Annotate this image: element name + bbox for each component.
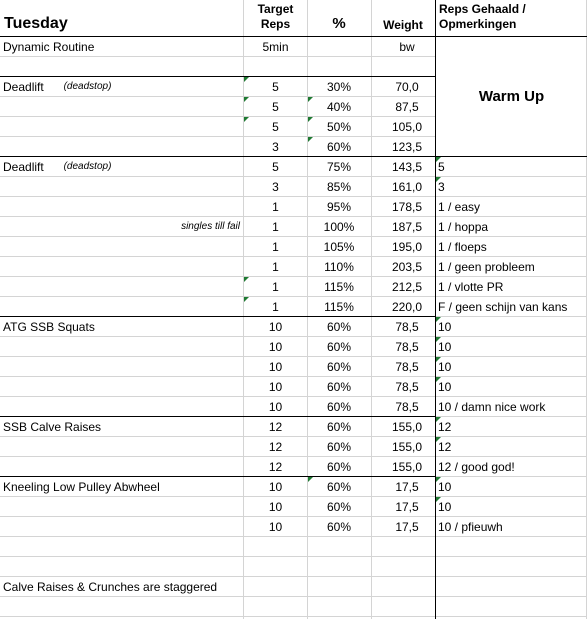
reps-achieved-cell[interactable]: 10 [438,380,452,394]
percent-cell[interactable]: 85% [326,180,352,194]
percent-cell[interactable] [307,597,371,617]
weight-cell[interactable] [371,577,435,597]
percent-cell[interactable] [307,557,371,577]
reps-achieved-cell[interactable]: 10 / damn nice work [438,400,546,414]
header-target-reps-line1[interactable]: Target [257,2,294,16]
weight-cell[interactable]: 161,0 [391,180,423,194]
weight-cell[interactable] [371,597,435,617]
exercise-cell[interactable] [3,197,239,217]
header-percent[interactable]: % [332,15,346,32]
exercise-cell[interactable]: Dynamic Routine [3,40,95,54]
warm-up-label[interactable]: Warm Up [478,88,545,105]
reps-achieved-cell[interactable]: 1 / vlotte PR [438,280,504,294]
exercise-cell[interactable] [3,497,239,517]
target-reps-cell[interactable] [244,597,307,617]
comment-marker-icon [436,337,441,342]
weight-cell[interactable]: 70,0 [395,80,419,94]
percent-cell[interactable]: 30% [326,80,352,94]
exercise-cell[interactable] [3,537,239,557]
target-reps-cell[interactable] [244,537,307,557]
weight-cell[interactable]: 220,0 [391,300,423,314]
reps-achieved-cell[interactable]: 1 / geen probleem [438,260,535,274]
weight-cell[interactable]: 212,5 [391,280,423,294]
reps-achieved-cell[interactable]: 1 / hoppa [438,220,489,234]
reps-achieved-cell[interactable] [438,537,587,557]
percent-cell[interactable]: 60% [326,520,352,534]
percent-cell[interactable]: 60% [326,340,352,354]
weight-cell[interactable]: 155,0 [391,420,423,434]
weight-cell[interactable]: 17,5 [395,480,419,494]
exercise-cell[interactable] [3,517,239,537]
comment-marker-icon [436,417,441,422]
comment-marker-icon [308,97,313,102]
reps-achieved-cell[interactable]: 10 [438,320,452,334]
header-notes-line1[interactable]: Reps Gehaald / [439,2,526,16]
target-reps-cell[interactable]: 10 [268,320,283,334]
border-line [435,0,436,619]
weight-cell[interactable]: 123,5 [391,140,423,154]
comment-marker-icon [244,297,249,302]
percent-cell[interactable]: 110% [324,260,354,274]
comment-marker-icon [436,177,441,182]
header-notes-line2[interactable]: Opmerkingen [439,17,517,31]
weight-cell[interactable]: 87,5 [395,100,419,114]
comment-marker-icon [308,137,313,142]
exercise-cell[interactable]: Kneeling Low Pulley Abwheel [3,480,160,494]
target-reps-cell[interactable] [244,557,307,577]
weight-cell[interactable] [371,57,435,77]
target-reps-cell[interactable]: 5 [272,100,279,114]
weight-cell[interactable]: 143,5 [391,160,423,174]
comment-marker-icon [436,357,441,362]
target-reps-cell[interactable]: 3 [272,140,279,154]
target-reps-cell[interactable]: 10 [268,520,283,534]
weight-cell[interactable]: 78,5 [395,360,419,374]
reps-achieved-cell[interactable]: 12 [438,440,452,454]
weight-cell[interactable]: 155,0 [391,460,423,474]
exercise-cell[interactable] [3,137,239,157]
weight-cell[interactable]: 203,5 [391,260,423,274]
percent-cell[interactable]: 105% [323,240,355,254]
comment-marker-icon [244,117,249,122]
reps-achieved-cell[interactable]: 10 / pfieuwh [438,520,503,534]
weight-cell[interactable]: 178,5 [391,200,423,214]
target-reps-cell[interactable] [244,57,307,77]
exercise-note: (deadstop) [63,81,112,92]
target-reps-cell[interactable]: 1 [272,220,279,234]
percent-cell[interactable]: 50% [326,120,352,134]
weight-cell[interactable]: bw [399,40,415,54]
reps-achieved-cell[interactable] [438,57,587,77]
exercise-note: (deadstop) [63,161,112,172]
target-reps-cell[interactable]: 10 [268,400,283,414]
weight-cell[interactable]: 78,5 [395,340,419,354]
comment-marker-icon [436,377,441,382]
comment-marker-icon [308,117,313,122]
comment-marker-icon [308,477,313,482]
reps-achieved-cell[interactable]: 10 [438,340,452,354]
comment-marker-icon [244,77,249,82]
target-reps-cell[interactable]: 3 [272,180,279,194]
target-reps-cell[interactable]: 5 [272,80,279,94]
target-reps-cell[interactable]: 1 [272,240,279,254]
target-reps-cell[interactable]: 1 [272,280,279,294]
reps-achieved-cell[interactable] [438,77,587,97]
percent-cell[interactable]: 60% [326,480,352,494]
percent-cell[interactable]: 60% [326,440,352,454]
percent-cell[interactable]: 100% [323,220,355,234]
percent-cell[interactable]: 60% [326,500,352,514]
reps-achieved-cell[interactable] [438,137,587,157]
percent-cell[interactable]: 60% [326,400,352,414]
exercise-cell[interactable] [3,97,239,117]
reps-achieved-cell[interactable]: 10 [438,360,452,374]
comment-marker-icon [436,157,441,162]
reps-achieved-cell[interactable]: 12 / good god! [438,460,515,474]
exercise-cell[interactable]: SSB Calve Raises [3,420,102,434]
weight-cell[interactable]: 78,5 [395,320,419,334]
weight-cell[interactable]: 78,5 [395,400,419,414]
reps-achieved-cell[interactable]: 12 [438,420,452,434]
weight-cell[interactable]: 17,5 [395,500,419,514]
percent-cell[interactable] [307,37,371,57]
percent-cell[interactable]: 60% [326,360,352,374]
percent-cell[interactable]: 115% [324,280,354,294]
exercise-cell[interactable] [3,277,239,297]
reps-achieved-cell[interactable]: 10 [438,480,452,494]
exercise-cell[interactable] [3,337,239,357]
comment-marker-icon [244,277,249,282]
target-reps-cell[interactable]: 10 [268,340,283,354]
percent-cell[interactable] [307,577,371,597]
percent-cell[interactable]: 95% [326,200,352,214]
exercise-cell[interactable] [3,257,239,277]
percent-cell[interactable] [307,537,371,557]
target-reps-cell[interactable]: 5min [262,40,289,54]
percent-cell[interactable]: 60% [326,320,352,334]
exercise-cell[interactable] [3,117,239,137]
target-reps-cell[interactable]: 12 [268,420,283,434]
header-weight[interactable]: Weight [383,18,423,32]
exercise-cell[interactable] [3,237,239,257]
weight-cell[interactable] [371,557,435,577]
comment-marker-icon [244,97,249,102]
weight-cell[interactable]: 78,5 [395,380,419,394]
exercise-cell[interactable] [3,437,239,457]
reps-achieved-cell[interactable]: 1 / easy [438,200,481,214]
comment-marker-icon [436,437,441,442]
percent-cell[interactable]: 115% [324,300,354,314]
exercise-cell[interactable]: Deadlift [3,80,44,94]
percent-cell[interactable]: 60% [326,380,352,394]
target-reps-cell[interactable]: 1 [272,200,279,214]
exercise-cell[interactable] [3,357,239,377]
reps-achieved-cell[interactable]: 1 / floeps [438,240,487,254]
reps-achieved-cell[interactable] [438,117,587,137]
exercise-cell[interactable] [3,397,239,417]
percent-cell[interactable]: 60% [326,140,352,154]
side-comment: singles till fail [181,221,240,232]
target-reps-cell[interactable]: 5 [272,120,279,134]
percent-cell[interactable]: 75% [326,160,352,174]
exercise-cell[interactable] [3,557,239,577]
exercise-cell[interactable]: Calve Raises & Crunches are staggered [3,580,218,594]
target-reps-cell[interactable]: 12 [268,460,283,474]
target-reps-cell[interactable]: 1 [272,260,279,274]
exercise-cell[interactable] [3,457,239,477]
percent-cell[interactable]: 40% [326,100,352,114]
weight-cell[interactable]: 105,0 [391,120,423,134]
comment-marker-icon [436,317,441,322]
percent-cell[interactable]: 60% [326,420,352,434]
percent-cell[interactable]: 60% [326,460,352,474]
day-title[interactable]: Tuesday [4,15,68,32]
exercise-cell[interactable] [3,177,239,197]
reps-achieved-cell[interactable] [438,597,587,617]
weight-cell[interactable] [371,537,435,557]
target-reps-cell[interactable]: 5 [272,160,279,174]
reps-achieved-cell[interactable] [438,37,587,57]
target-reps-cell[interactable]: 12 [268,440,283,454]
reps-achieved-cell[interactable]: 3 [438,180,445,194]
reps-achieved-cell[interactable] [438,557,587,577]
weight-cell[interactable]: 155,0 [391,440,423,454]
reps-achieved-cell[interactable] [438,97,587,117]
target-reps-cell[interactable]: 10 [268,500,283,514]
exercise-cell[interactable]: ATG SSB Squats [3,320,95,334]
weight-cell[interactable]: 187,5 [391,220,423,234]
reps-achieved-cell[interactable] [438,577,587,597]
exercise-cell[interactable] [3,597,239,617]
reps-achieved-cell[interactable]: 5 [438,160,445,174]
target-reps-cell[interactable]: 10 [268,380,283,394]
target-reps-cell[interactable] [244,577,307,597]
header-target-reps-line2[interactable]: Reps [260,17,291,31]
reps-achieved-cell[interactable]: F / geen schijn van kans [438,300,568,314]
comment-marker-icon [436,477,441,482]
exercise-cell[interactable] [3,297,239,317]
exercise-cell[interactable]: Deadlift [3,160,44,174]
target-reps-cell[interactable]: 1 [272,300,279,314]
weight-cell[interactable]: 17,5 [395,520,419,534]
exercise-cell[interactable] [3,57,239,77]
target-reps-cell[interactable]: 10 [268,480,283,494]
percent-cell[interactable] [307,57,371,77]
exercise-cell[interactable] [3,377,239,397]
weight-cell[interactable]: 195,0 [391,240,423,254]
reps-achieved-cell[interactable]: 10 [438,500,452,514]
comment-marker-icon [436,497,441,502]
target-reps-cell[interactable]: 10 [268,360,283,374]
